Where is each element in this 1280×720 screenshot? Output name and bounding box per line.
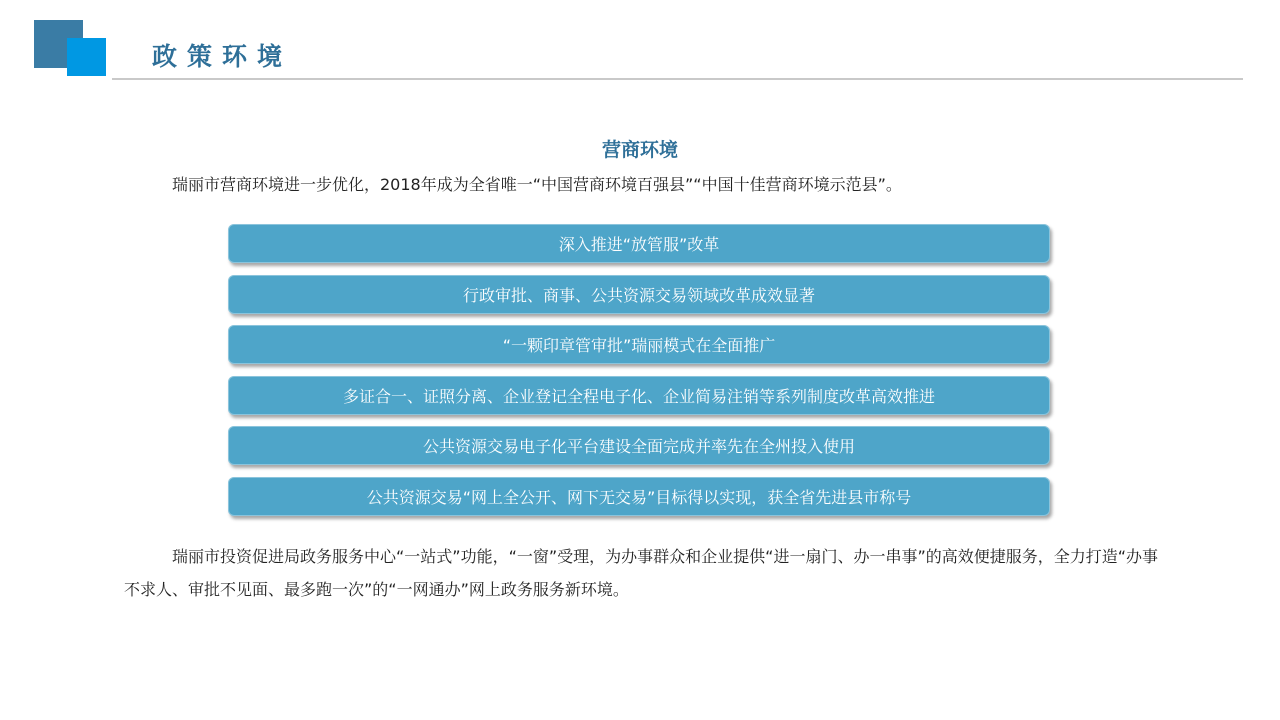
intro-paragraph: 瑞丽市营商环境进一步优化，2018年成为全省唯一“中国营商环境百强县”“中国十佳营商环境示范县”。	[172, 175, 902, 194]
closing-paragraph: 瑞丽市投资促进局政务服务中心“一站式”功能，“一窗”受理，为办事群众和企业提供“进一扇门、办一串事”的高效便捷服务，全力打造“办事不求人、审批不见面、最多跑一次”的“一网通办”网上政务服务新环境。	[124, 547, 1159, 599]
reform-item: 公共资源交易“网上全公开、网下无交易”目标得以实现，获全省先进县市称号	[228, 477, 1050, 516]
reform-item: “一颗印章管审批”瑞丽模式在全面推广	[228, 325, 1050, 364]
logo-square-front	[67, 38, 106, 76]
reform-list	[228, 224, 1050, 528]
reform-item: 深入推进“放管服”改革	[228, 224, 1050, 263]
reform-item: 多证合一、证照分离、企业登记全程电子化、企业简易注销等系列制度改革高效推进	[228, 376, 1050, 415]
reform-item: 公共资源交易电子化平台建设全面完成并率先在全州投入使用	[228, 426, 1050, 465]
section-title: 营商环境	[601, 139, 678, 161]
reform-item: 行政审批、商事、公共资源交易领域改革成效显著	[228, 275, 1050, 314]
page-title: 政策环境	[152, 42, 293, 71]
header-divider	[112, 78, 1243, 80]
